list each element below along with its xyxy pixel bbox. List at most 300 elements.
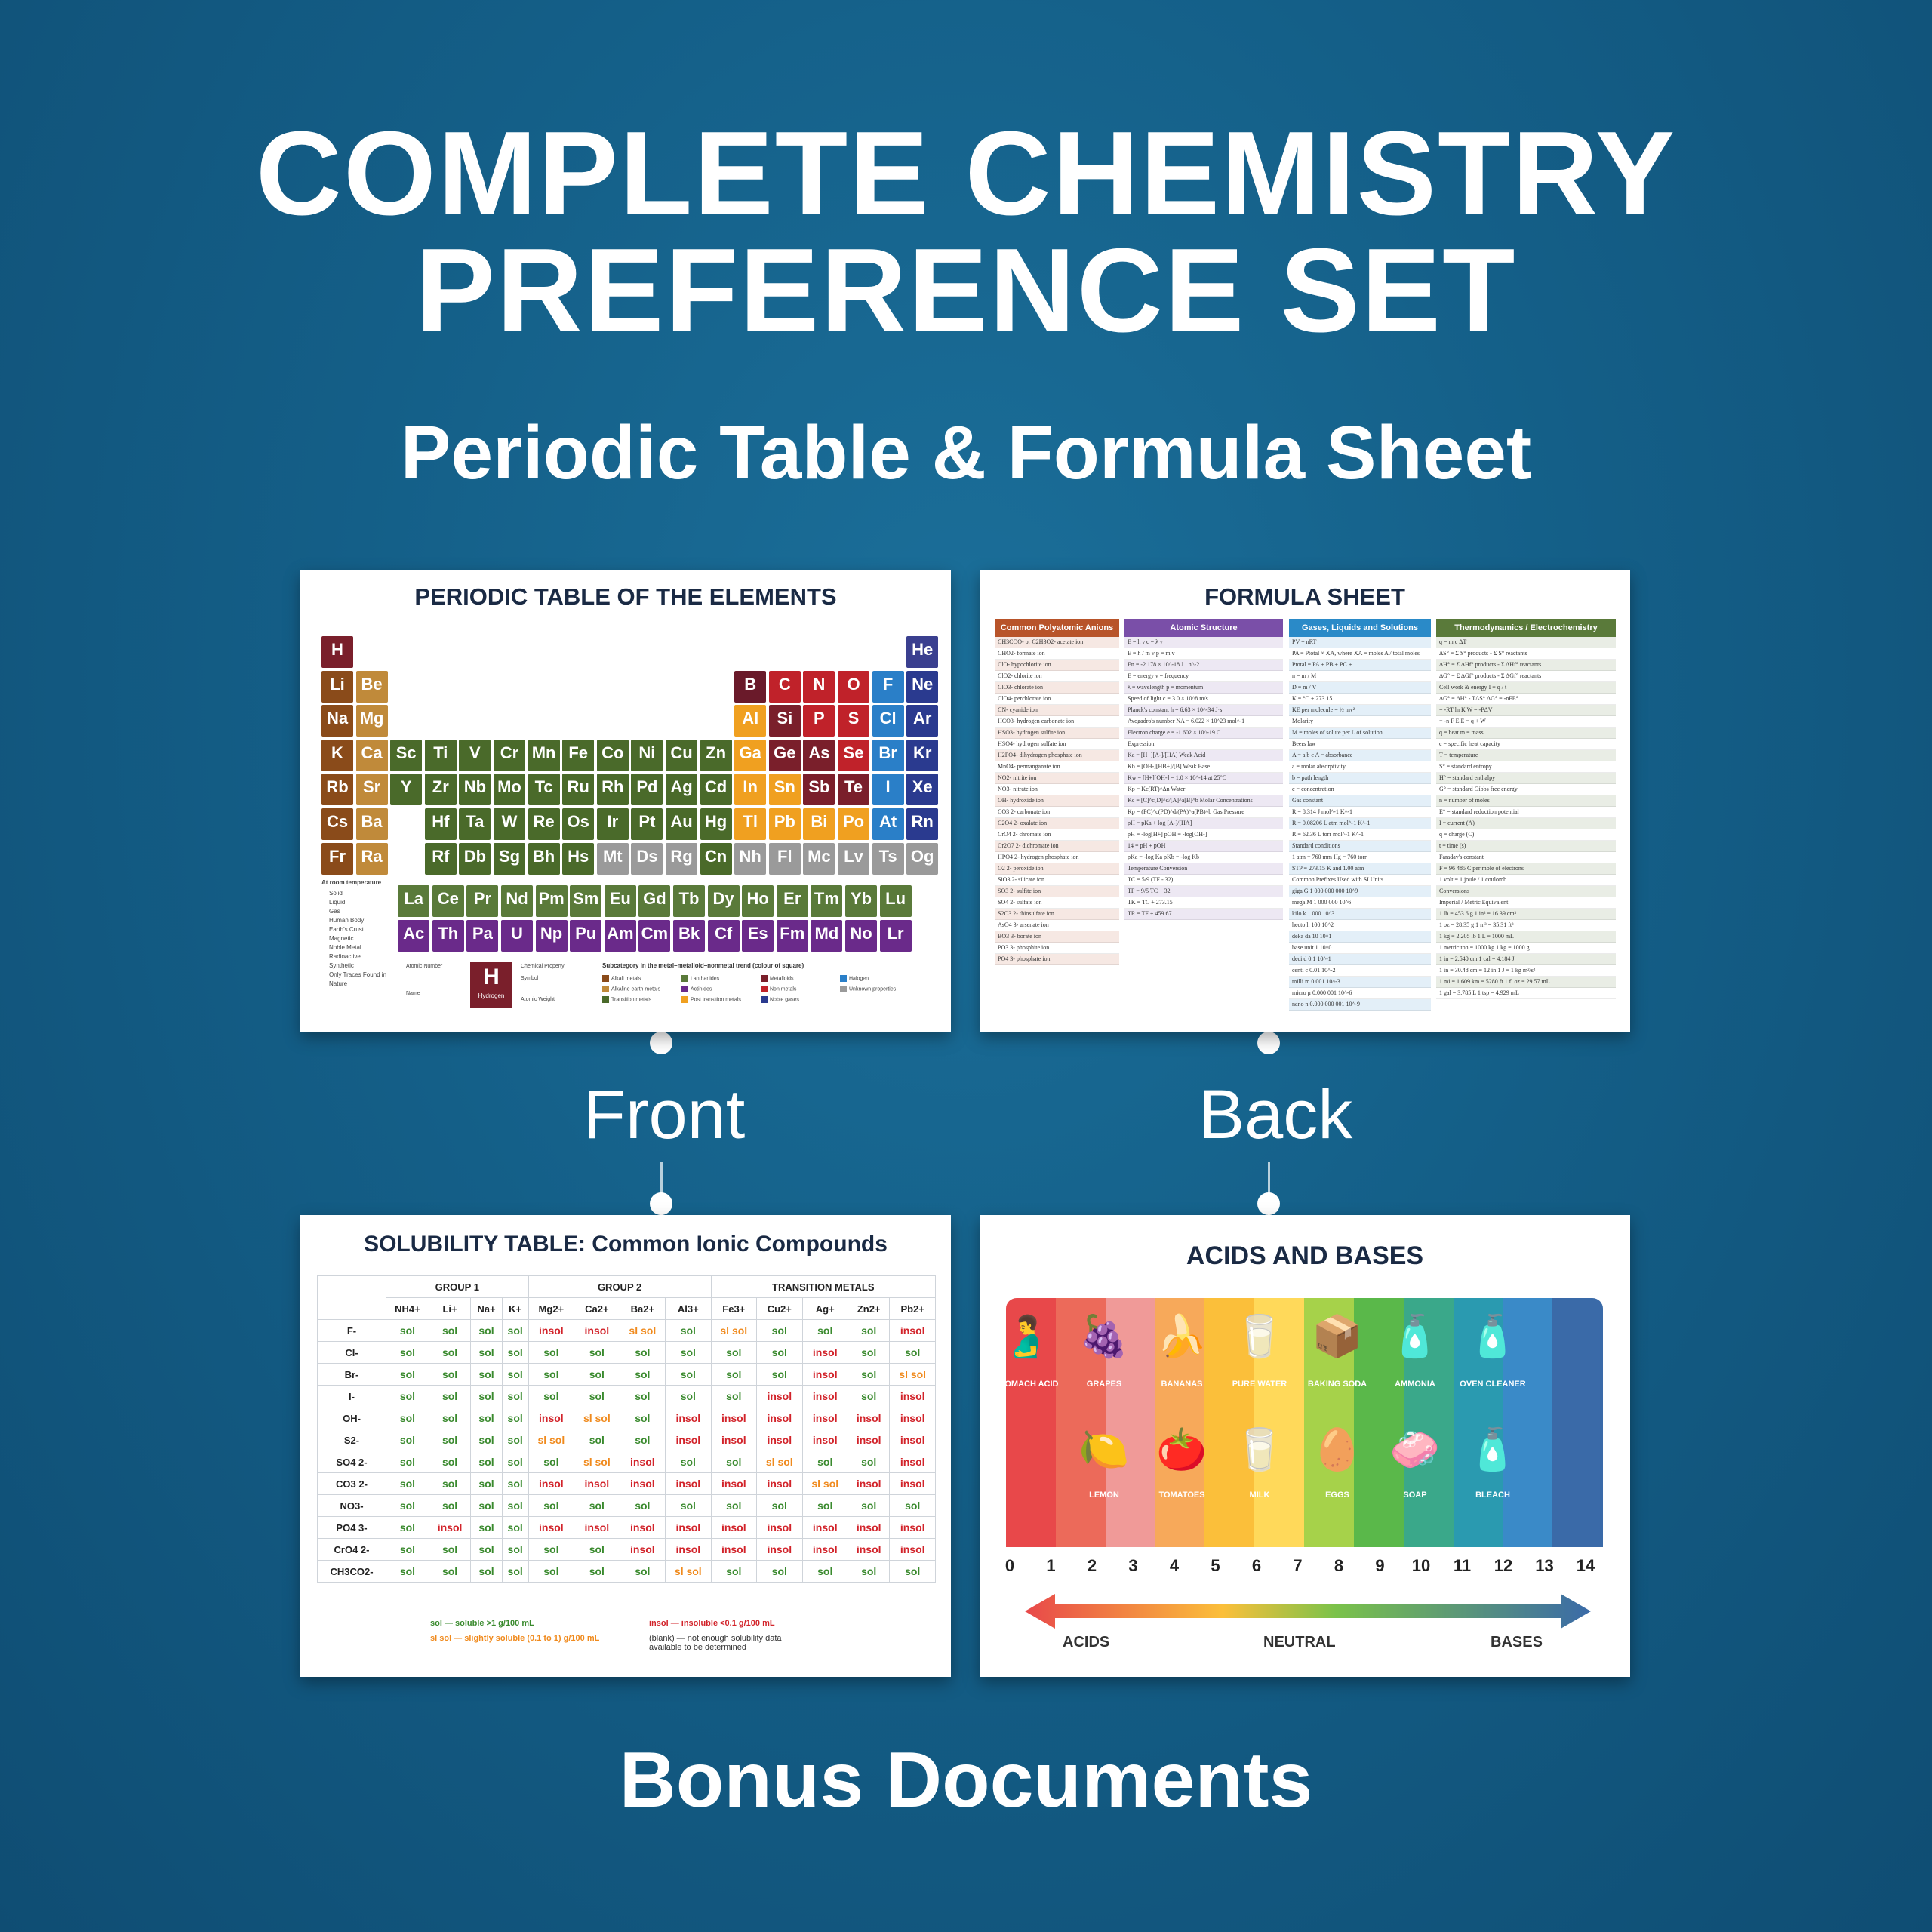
solubility-cell: sol — [666, 1451, 711, 1473]
formula-row: E = h ν c = λ ν — [1124, 637, 1283, 648]
ph-item-label: MILK — [1249, 1491, 1270, 1500]
key-label: Symbol — [521, 976, 539, 981]
element-pt: Pt — [631, 808, 663, 840]
solubility-cell: sol — [502, 1473, 528, 1495]
element-fl: Fl — [769, 843, 801, 875]
solubility-cell: sol — [890, 1561, 936, 1583]
solubility-cell: insol — [620, 1451, 665, 1473]
element-pu: Pu — [570, 920, 601, 952]
element-o: O — [838, 671, 869, 703]
solubility-cell: insol — [620, 1517, 665, 1539]
formula-row: pH = -log[H+] pOH = -log[OH-] — [1124, 829, 1283, 841]
solubility-cell: sol — [471, 1539, 502, 1561]
ph-number: 12 — [1494, 1556, 1513, 1575]
front-label: Front — [583, 1076, 746, 1153]
main-title-line-2: PREFERENCE SET — [415, 224, 1517, 357]
formula-row: Speed of light c = 3.0 × 10^8 m/s — [1124, 694, 1283, 705]
formula-column — [1436, 619, 1616, 1019]
table-row — [318, 1320, 936, 1342]
element-sg: Sg — [494, 843, 525, 875]
solubility-cell: insol — [848, 1539, 890, 1561]
element-v: V — [459, 740, 491, 771]
solubility-cell: insol — [848, 1473, 890, 1495]
formula-row: Electron charge e = -1.602 × 10^-19 C — [1124, 728, 1283, 739]
solubility-cell: sol — [848, 1386, 890, 1407]
formula-row: E = h / m v p = m v — [1124, 648, 1283, 660]
anion-header: Cl- — [318, 1342, 386, 1364]
element-f: F — [872, 671, 904, 703]
element-hf: Hf — [425, 808, 457, 840]
legend-item: Radioactive — [329, 953, 361, 960]
solubility-cell: sol — [574, 1364, 620, 1386]
formula-row: CrO4 2- chromate ion — [995, 829, 1119, 841]
formula-row: R = 8.314 J mol^-1 K^-1 — [1289, 807, 1431, 818]
subcategory-item — [681, 996, 741, 1003]
solubility-cell: sol — [528, 1342, 574, 1364]
solubility-cell: sol — [386, 1386, 429, 1407]
element-bk: Bk — [673, 920, 705, 952]
table-corner — [318, 1276, 386, 1320]
formula-row: 1 mi = 1.609 km = 5280 ft 1 fl oz = 29.57 mL — [1436, 977, 1616, 988]
solubility-cell: sol — [620, 1386, 665, 1407]
ph-item-label: BANANAS — [1161, 1380, 1203, 1389]
element-ts: Ts — [872, 843, 904, 875]
element-os: Os — [562, 808, 594, 840]
formula-row: = -n F E E = q + W — [1436, 716, 1616, 728]
formula-row: Ka = [H+][A-]/[HA] Weak Acid — [1124, 750, 1283, 761]
solubility-cell: sol — [502, 1320, 528, 1342]
formula-row: SO3 2- sulfite ion — [995, 886, 1119, 897]
element-i: I — [872, 774, 904, 805]
solubility-cell: sol — [471, 1364, 502, 1386]
solubility-cell: sol — [574, 1429, 620, 1451]
cation-header: Ca2+ — [574, 1298, 620, 1320]
ph-item-label: OVEN CLEANER — [1460, 1380, 1526, 1389]
element-la: La — [398, 885, 429, 917]
solubility-cell: sol — [711, 1386, 756, 1407]
ph-number: 14 — [1576, 1556, 1595, 1575]
formula-row: MnO4- permanganate ion — [995, 761, 1119, 773]
solubility-cell: insol — [711, 1407, 756, 1429]
solubility-card — [300, 1215, 951, 1677]
formula-row: Imperial / Metric Equivalent — [1436, 897, 1616, 909]
formula-row: deka da 10 10^1 — [1289, 931, 1431, 943]
formula-row: centi c 0.01 10^-2 — [1289, 965, 1431, 977]
solubility-cell: insol — [757, 1407, 802, 1429]
legend-insol-text: insol — insoluble <0.1 g/100 mL — [649, 1619, 775, 1628]
element-bh: Bh — [528, 843, 560, 875]
ph-item-label: LEMON — [1089, 1491, 1119, 1500]
key-label: Atomic Weight — [521, 997, 555, 1002]
key-element — [470, 962, 512, 1008]
solubility-cell: insol — [666, 1407, 711, 1429]
subcategory-label: Alkaline earth metals — [611, 986, 660, 992]
solubility-cell: sol — [502, 1495, 528, 1517]
solubility-cell: sol — [574, 1495, 620, 1517]
solubility-cell: insol — [848, 1407, 890, 1429]
formula-row: Cell work & energy I = q / t — [1436, 682, 1616, 694]
solubility-cell: sol — [666, 1320, 711, 1342]
subcategory-item — [602, 975, 641, 982]
solubility-cell: sol — [502, 1451, 528, 1473]
solubility-cell: sol — [802, 1451, 848, 1473]
formula-row: 1 metric ton = 1000 kg 1 kg = 1000 g — [1436, 943, 1616, 954]
table-row — [318, 1495, 936, 1517]
element-te: Te — [838, 774, 869, 805]
element-ru: Ru — [562, 774, 594, 805]
element-b: B — [734, 671, 766, 703]
solubility-cell: sol — [471, 1342, 502, 1364]
legend-slsol — [430, 1634, 599, 1643]
formula-row: R = 0.08206 L atm mol^-1 K^-1 — [1289, 818, 1431, 829]
solubility-cell: sol — [574, 1386, 620, 1407]
legend-item: Liquid — [329, 899, 346, 906]
formula-row: Faraday's constant — [1436, 852, 1616, 863]
anion-header: CH3CO2- — [318, 1561, 386, 1583]
solubility-cell: sol — [574, 1539, 620, 1561]
element-lu: Lu — [880, 885, 912, 917]
solubility-cell: sol — [848, 1451, 890, 1473]
element-s: S — [838, 705, 869, 737]
cation-header: Fe3+ — [711, 1298, 756, 1320]
solubility-cell: insol — [711, 1539, 756, 1561]
formula-row: G° = standard Gibbs free energy — [1436, 784, 1616, 795]
legend-blank: (blank) — not enough solubility data available to be determined — [649, 1634, 782, 1652]
element-tc: Tc — [528, 774, 560, 805]
element-w: W — [494, 808, 525, 840]
element-mt: Mt — [597, 843, 629, 875]
element-sm: Sm — [570, 885, 601, 917]
formula-row: Kp = Kc(RT)^Δn Water — [1124, 784, 1283, 795]
ph-number: 1 — [1046, 1556, 1056, 1575]
anion-header: Br- — [318, 1364, 386, 1386]
solubility-cell: insol — [528, 1517, 574, 1539]
formula-row: ClO2- chlorite ion — [995, 671, 1119, 682]
element-ba: Ba — [356, 808, 388, 840]
solubility-cell: sol — [574, 1561, 620, 1583]
ph-item-label: BLEACH — [1475, 1491, 1510, 1500]
formula-row: O2 2- peroxide ion — [995, 863, 1119, 875]
solubility-cell: sol — [386, 1364, 429, 1386]
cation-header: Li+ — [429, 1298, 470, 1320]
element-be: Be — [356, 671, 388, 703]
key-label: Name — [406, 991, 420, 996]
table-row — [318, 1429, 936, 1451]
solubility-cell: sol — [429, 1386, 470, 1407]
element-mg: Mg — [356, 705, 388, 737]
cation-header: Zn2+ — [848, 1298, 890, 1320]
solubility-cell: insol — [666, 1539, 711, 1561]
key-label: Atomic Number — [406, 964, 443, 969]
solubility-cell: sol — [429, 1429, 470, 1451]
solubility-cell: sol — [620, 1342, 665, 1364]
solubility-cell: sol — [429, 1561, 470, 1583]
formula-row: Conversions — [1436, 886, 1616, 897]
formula-row: t = time (s) — [1436, 841, 1616, 852]
element-ge: Ge — [769, 740, 801, 771]
tomatoes-icon: 🍅 — [1156, 1427, 1208, 1472]
solubility-cell: sol — [528, 1495, 574, 1517]
element-dy: Dy — [708, 885, 740, 917]
formula-row: Temperature Conversion — [1124, 863, 1283, 875]
acids-bases-card — [980, 1215, 1630, 1677]
formula-row: PO3 3- phosphite ion — [995, 943, 1119, 954]
solubility-cell: sol — [429, 1473, 470, 1495]
cation-header: Al3+ — [666, 1298, 711, 1320]
solubility-cell: insol — [890, 1429, 936, 1451]
solubility-cell: sol — [502, 1517, 528, 1539]
solubility-cell: insol — [757, 1473, 802, 1495]
subcategory-item — [681, 986, 712, 992]
element-sn: Sn — [769, 774, 801, 805]
solubility-cell: sol — [711, 1561, 756, 1583]
formula-row: c = specific heat capacity — [1436, 739, 1616, 750]
acids-label: ACIDS — [1063, 1634, 1110, 1651]
formula-row: E° = standard reduction potential — [1436, 807, 1616, 818]
element-er: Er — [777, 885, 808, 917]
element-fr: Fr — [321, 843, 353, 875]
cation-header: Ba2+ — [620, 1298, 665, 1320]
solubility-cell: sol — [386, 1473, 429, 1495]
formula-row: Ptotal = PA + PB + PC + ... — [1289, 660, 1431, 671]
element-pd: Pd — [631, 774, 663, 805]
table-row — [318, 1517, 936, 1539]
element-ar: Ar — [906, 705, 938, 737]
formula-row: A = a b c A = absorbance — [1289, 750, 1431, 761]
subcategory-label: Unknown properties — [849, 986, 897, 992]
element-rn: Rn — [906, 808, 938, 840]
solubility-cell: sol — [386, 1539, 429, 1561]
formula-row: pKa = -log Ka pKb = -log Kb — [1124, 852, 1283, 863]
solubility-cell: insol — [528, 1407, 574, 1429]
element-nb: Nb — [459, 774, 491, 805]
back-connector-dot-bottom — [1257, 1192, 1280, 1215]
formula-row: a = molar absorptivity — [1289, 761, 1431, 773]
ph-number: 9 — [1375, 1556, 1385, 1575]
formula-row: λ = wavelength p = momentum — [1124, 682, 1283, 694]
anion-header: OH- — [318, 1407, 386, 1429]
formula-row: Expression — [1124, 739, 1283, 750]
solubility-cell: sl sol — [528, 1429, 574, 1451]
element-cr: Cr — [494, 740, 525, 771]
solubility-cell: insol — [711, 1473, 756, 1495]
formula-sheet-card — [980, 570, 1630, 1032]
solubility-cell: sol — [666, 1386, 711, 1407]
formula-row: Cr2O7 2- dichromate ion — [995, 841, 1119, 852]
element-eu: Eu — [605, 885, 636, 917]
periodic-table-title: PERIODIC TABLE OF THE ELEMENTS — [414, 583, 837, 610]
element-pm: Pm — [536, 885, 568, 917]
solubility-cell: insol — [890, 1473, 936, 1495]
solubility-cell: sol — [502, 1561, 528, 1583]
subcategory-item — [761, 986, 796, 992]
back-connector-dot-top — [1257, 1032, 1280, 1054]
cation-header: Ag+ — [802, 1298, 848, 1320]
element-hs: Hs — [562, 843, 594, 875]
element-li: Li — [321, 671, 353, 703]
group-header: GROUP 2 — [528, 1276, 711, 1298]
solubility-cell: sol — [429, 1364, 470, 1386]
ph-item-label: GRAPES — [1086, 1380, 1122, 1389]
formula-row: En = -2.178 × 10^-18 J · n^-2 — [1124, 660, 1283, 671]
formula-row: ClO4- perchlorate ion — [995, 694, 1119, 705]
periodic-table-card — [300, 570, 951, 1032]
element-tb: Tb — [673, 885, 705, 917]
element-gd: Gd — [638, 885, 670, 917]
cation-header: Pb2+ — [890, 1298, 936, 1320]
anion-header: PO4 3- — [318, 1517, 386, 1539]
solubility-cell: sol — [502, 1364, 528, 1386]
subcategory-swatch — [602, 986, 609, 992]
solubility-cell: sol — [528, 1539, 574, 1561]
ph-item-label: AMMONIA — [1395, 1380, 1435, 1389]
subcategory-swatch — [602, 996, 609, 1003]
solubility-cell: sl sol — [666, 1561, 711, 1583]
formula-row: n = number of moles — [1436, 795, 1616, 807]
legend-title: At room temperature — [321, 879, 382, 886]
solubility-cell: insol — [890, 1320, 936, 1342]
formula-row: H° = standard enthalpy — [1436, 773, 1616, 784]
element-cu: Cu — [666, 740, 697, 771]
formula-column — [995, 619, 1119, 1019]
element-sb: Sb — [803, 774, 835, 805]
formula-row: Standard conditions — [1289, 841, 1431, 852]
solubility-cell: sol — [848, 1364, 890, 1386]
solubility-cell: sol — [429, 1495, 470, 1517]
legend-item: Only Traces Found in Nature — [329, 971, 387, 987]
anion-header: CO3 2- — [318, 1473, 386, 1495]
solubility-cell: sl sol — [711, 1320, 756, 1342]
formula-row: C2O4 2- oxalate ion — [995, 818, 1119, 829]
solubility-cell: sol — [666, 1342, 711, 1364]
element-pa: Pa — [466, 920, 498, 952]
formula-row: q = m c ΔT — [1436, 637, 1616, 648]
solubility-cell: insol — [757, 1386, 802, 1407]
table-row — [318, 1386, 936, 1407]
subcategory-swatch — [761, 996, 768, 1003]
solubility-cell: sol — [471, 1495, 502, 1517]
solubility-cell: insol — [620, 1539, 665, 1561]
formula-row: S2O3 2- thiosulfate ion — [995, 909, 1119, 920]
element-ir: Ir — [597, 808, 629, 840]
formula-row: CH3COO- or C2H3O2- acetate ion — [995, 637, 1119, 648]
solubility-cell: insol — [574, 1320, 620, 1342]
subcategory-title: Subcategory in the metal–metalloid–nonmetal trend (colour of square) — [602, 962, 804, 969]
legend-item: Human Body — [329, 917, 365, 924]
solubility-cell: sol — [757, 1320, 802, 1342]
solubility-cell: insol — [890, 1517, 936, 1539]
subcategory-swatch — [761, 986, 768, 992]
subcategory-label: Lanthanides — [691, 976, 720, 982]
solubility-cell: sol — [620, 1407, 665, 1429]
ph-band — [1552, 1298, 1603, 1547]
formula-row: ΔG° = Σ ΔGf° products - Σ ΔGf° reactants — [1436, 671, 1616, 682]
solubility-cell: insol — [757, 1517, 802, 1539]
element-k: K — [321, 740, 353, 771]
back-label: Back — [1198, 1076, 1353, 1153]
solubility-cell: sol — [757, 1495, 802, 1517]
solubility-cell: sol — [386, 1517, 429, 1539]
cation-header: Na+ — [471, 1298, 502, 1320]
legend-insol — [649, 1619, 775, 1628]
solubility-cell: sol — [890, 1342, 936, 1364]
solubility-cell: sl sol — [574, 1407, 620, 1429]
formula-column-heading: Common Polyatomic Anions — [995, 619, 1119, 637]
element-fm: Fm — [777, 920, 808, 952]
solubility-cell: insol — [848, 1429, 890, 1451]
solubility-cell: insol — [802, 1429, 848, 1451]
solubility-cell: sol — [502, 1429, 528, 1451]
solubility-cell: sol — [386, 1320, 429, 1342]
element-ga: Ga — [734, 740, 766, 771]
element-ta: Ta — [459, 808, 491, 840]
table-row — [318, 1342, 936, 1364]
subcategory-swatch — [681, 996, 688, 1003]
cation-header: NH4+ — [386, 1298, 429, 1320]
element-co: Co — [597, 740, 629, 771]
anion-header: NO3- — [318, 1495, 386, 1517]
formula-column — [1289, 619, 1431, 1019]
solubility-cell: sol — [471, 1320, 502, 1342]
formula-row: 1 in = 2.540 cm 1 cal = 4.184 J — [1436, 954, 1616, 965]
element-hg: Hg — [700, 808, 732, 840]
element-as: As — [803, 740, 835, 771]
formula-row: NO3- nitrate ion — [995, 784, 1119, 795]
solubility-cell: insol — [666, 1473, 711, 1495]
ph-number: 4 — [1169, 1556, 1180, 1575]
formula-row: PA = Ptotal × XA, where XA = moles A / total moles — [1289, 648, 1431, 660]
element-rh: Rh — [597, 774, 629, 805]
subcategory-label: Post transition metals — [691, 997, 741, 1003]
acids-bases-title: ACIDS AND BASES — [1186, 1241, 1424, 1270]
solubility-cell: sl sol — [802, 1473, 848, 1495]
legend-slsol-text: sl sol — slightly soluble (0.1 to 1) g/100 mL — [430, 1634, 600, 1643]
solubility-cell: sol — [471, 1473, 502, 1495]
element-ds: Ds — [631, 843, 663, 875]
subcategory-item — [840, 975, 869, 982]
element-ac: Ac — [398, 920, 429, 952]
solubility-cell: insol — [802, 1517, 848, 1539]
solubility-cell: insol — [666, 1429, 711, 1451]
element-cm: Cm — [638, 920, 670, 952]
element-sr: Sr — [356, 774, 388, 805]
formula-row: TF = 9/5 TC + 32 — [1124, 886, 1283, 897]
element-sc: Sc — [390, 740, 422, 771]
solubility-cell: insol — [757, 1539, 802, 1561]
baking-soda-icon: 📦 — [1312, 1314, 1363, 1359]
formula-row: CHO2- formate ion — [995, 648, 1119, 660]
ph-number: 8 — [1334, 1556, 1344, 1575]
solubility-cell: sol — [711, 1364, 756, 1386]
solubility-cell: sol — [502, 1407, 528, 1429]
formula-row: milli m 0.001 10^-3 — [1289, 977, 1431, 988]
formula-row: PO4 3- phosphate ion — [995, 954, 1119, 965]
solubility-cell: sol — [890, 1495, 936, 1517]
subcategory-item — [840, 986, 896, 992]
ph-number: 6 — [1251, 1556, 1262, 1575]
subcategory-swatch — [681, 986, 688, 992]
ph-number: 2 — [1087, 1556, 1097, 1575]
table-row — [318, 1473, 936, 1495]
element-bi: Bi — [803, 808, 835, 840]
neutral-label: NEUTRAL — [1263, 1634, 1336, 1651]
element-ho: Ho — [742, 885, 774, 917]
element-am: Am — [605, 920, 636, 952]
element-es: Es — [742, 920, 774, 952]
cation-header: Mg2+ — [528, 1298, 574, 1320]
solubility-cell: sl sol — [574, 1451, 620, 1473]
soap-icon: 🧼 — [1389, 1427, 1441, 1472]
